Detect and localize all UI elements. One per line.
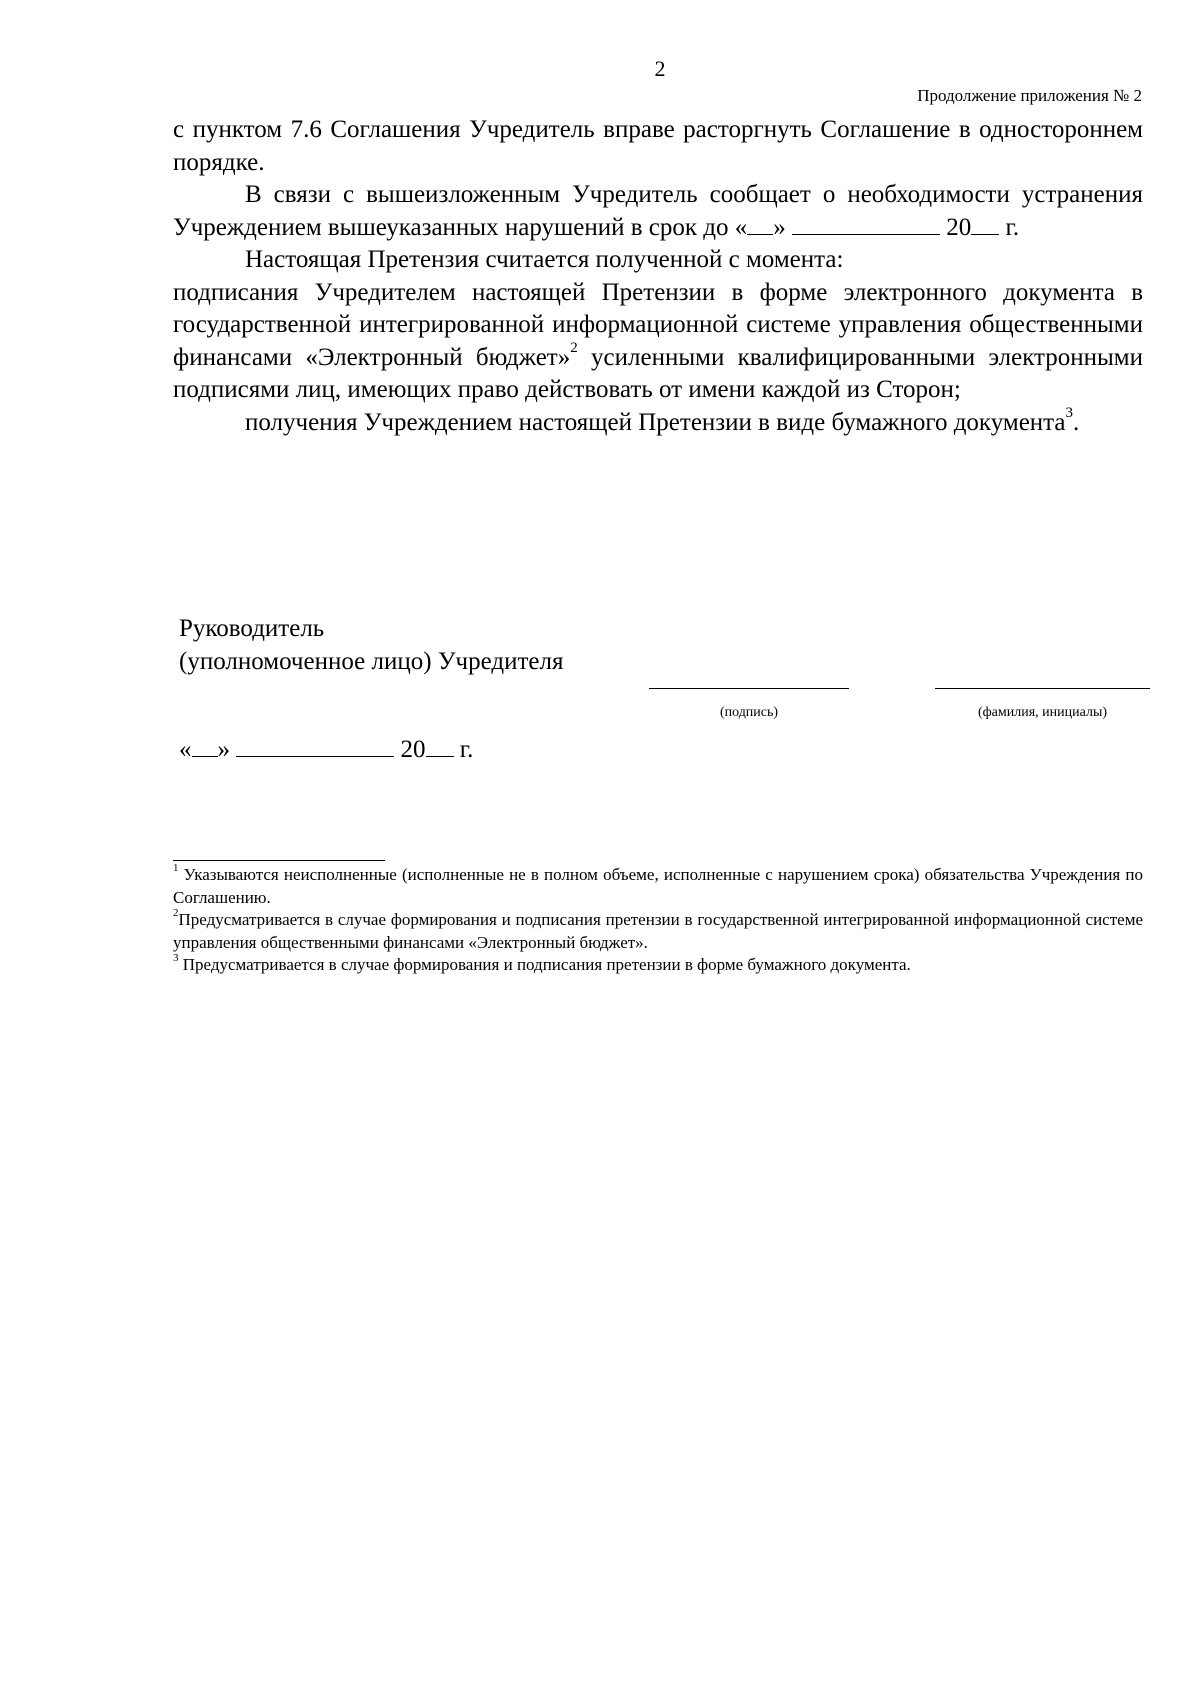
- footnote-text-1: Указываются неисполненные (исполненные не в полном объеме, исполненные с нарушением срока) обязательства Учреждения по Соглашению.: [173, 865, 1143, 907]
- date-year-prefix: 20: [394, 736, 426, 763]
- deadline-text: В связи с вышеизложенным Учредитель сообщает о необходимости устранения Учреждением вышеуказанных нарушений в срок до «: [173, 181, 1143, 241]
- paragraph-electronic: [173, 277, 1143, 407]
- footnote-1: [173, 864, 1143, 909]
- continuation-label: Продолжение приложения № 2: [917, 86, 1142, 105]
- signature-line[interactable]: [649, 687, 849, 689]
- footnote-3: [173, 954, 1143, 977]
- deadline-month-blank[interactable]: [792, 233, 940, 235]
- footnote-marker-2: 2: [173, 907, 179, 920]
- date-year-blank[interactable]: [426, 755, 454, 757]
- paper-text: получения Учреждением настоящей Претензии в виде бумажного документа: [245, 408, 1066, 436]
- date-quote-close: »: [217, 736, 237, 763]
- name-caption: (фамилия, инициалы): [977, 705, 1108, 720]
- signatory-title-line1: Руководитель: [179, 615, 325, 642]
- paper-tail: .: [1073, 408, 1080, 436]
- footnote-marker-3: 3: [173, 952, 179, 965]
- footnotes: [173, 864, 1143, 977]
- deadline-quote-close: »: [773, 213, 792, 241]
- signature-caption: (подпись): [719, 705, 779, 720]
- page-number: 2: [654, 56, 666, 81]
- footnote-marker-1: 1: [173, 862, 179, 875]
- footnote-text-2: Предусматривается в случае формирования и подписания претензии в государственной интегрированной информационной системе управления общественными финансами «Электронный бюджет».: [173, 910, 1143, 952]
- signature-date: [179, 736, 473, 764]
- paragraph-paper: [173, 407, 1143, 440]
- footnote-text-3: Предусматривается в случае формирования и подписания претензии в форме бумажного документа.: [178, 955, 911, 974]
- claim-body: [173, 114, 1143, 439]
- date-month-blank[interactable]: [236, 755, 394, 757]
- name-line[interactable]: [935, 687, 1150, 689]
- deadline-year-prefix: 20: [940, 213, 972, 241]
- date-day-blank[interactable]: [192, 755, 218, 757]
- paragraph-termination: с пунктом 7.6 Соглашения Учредитель вправе расторгнуть Соглашение в одностороннем порядке.: [173, 116, 1143, 176]
- electronic-text: подписания Учредителем настоящей Претензии в форме электронного документа в государственной интегрированной информационной системе управления общественными финансами «Электронный бюджет»: [173, 278, 1143, 371]
- footnote-2: [173, 909, 1143, 954]
- deadline-year-suffix: г.: [999, 213, 1020, 241]
- paragraph-deadline: [173, 179, 1143, 244]
- date-year-suffix: г.: [453, 736, 474, 763]
- signatory-title: [179, 612, 563, 678]
- date-quote-open: «: [179, 736, 192, 763]
- footnote-separator: [173, 860, 385, 861]
- deadline-year-blank[interactable]: [971, 233, 999, 235]
- electronic-tail: усиленными квалифицированными электронными подписями лиц, имеющих право действовать от имени каждой из Сторон;: [173, 343, 1144, 403]
- footnote-ref-3: 3: [1065, 405, 1074, 422]
- paragraph-receipt-moment: Настоящая Претензия считается полученной с момента:: [245, 246, 844, 273]
- deadline-day-blank[interactable]: [747, 233, 773, 235]
- footnote-ref-2: 2: [570, 340, 578, 357]
- signatory-title-line2: (уполномоченное лицо) Учредителя: [179, 648, 564, 675]
